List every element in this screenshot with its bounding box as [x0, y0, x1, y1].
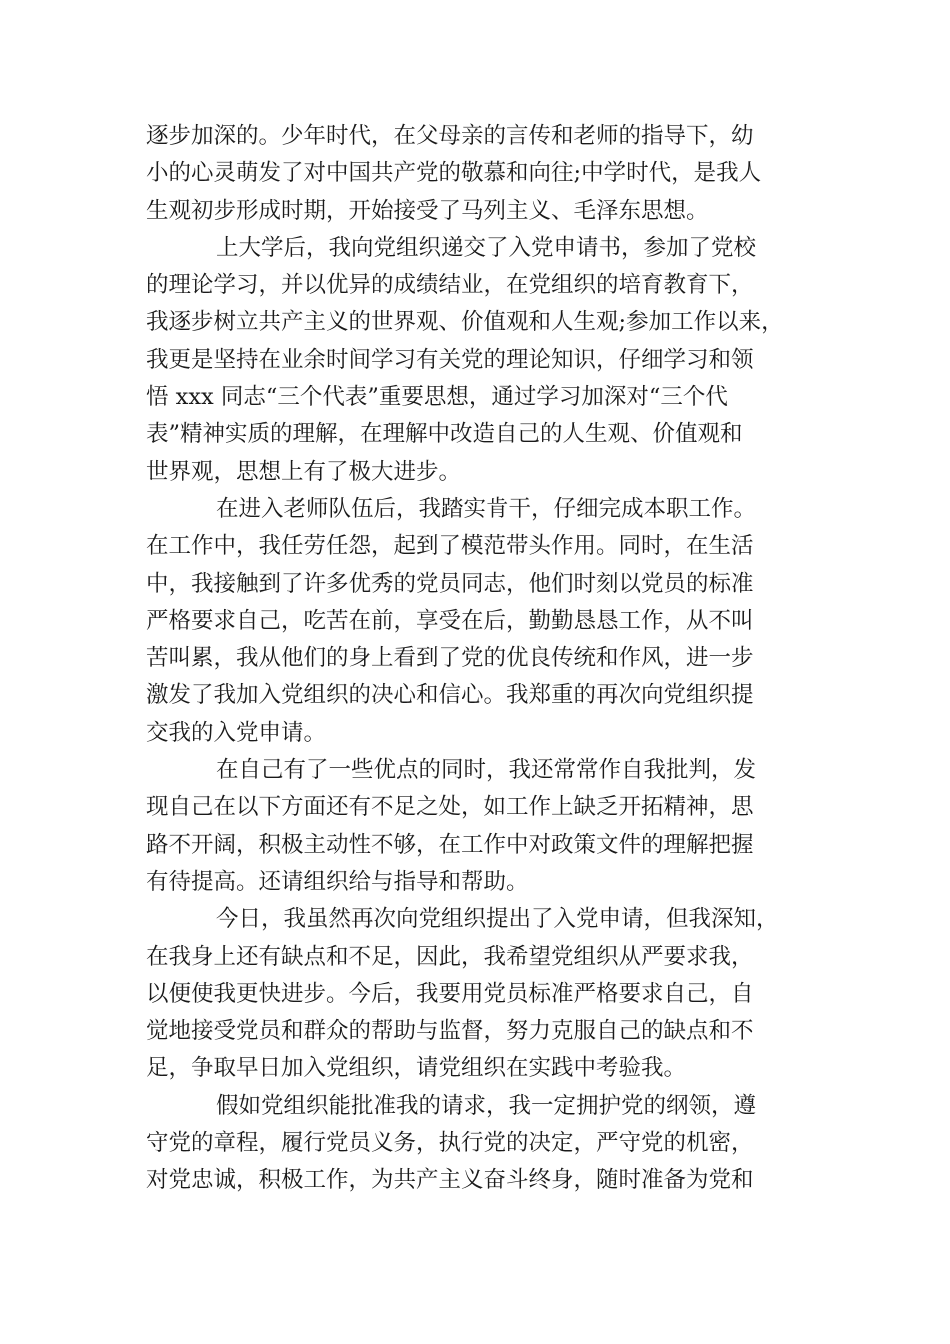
- text-line: 的理论学习，并以优异的成绩结业，在党组织的培育教育下，: [146, 272, 754, 299]
- text-line: 小的心灵萌发了对中国共产党的敬慕和向往;中学时代，是我人: [146, 160, 762, 187]
- text-line: 生观初步形成时期，开始接受了马列主义、毛泽东思想。: [146, 197, 709, 224]
- text-line: 今日，我虽然再次向党组织提出了入党申请，但我深知，: [216, 906, 779, 933]
- text-line: 苦叫累，我从他们的身上看到了党的优良传统和作风，进一步: [146, 645, 754, 672]
- paragraph: [146, 230, 806, 491]
- text-line: 守党的章程，履行党员义务，执行党的决定，严守党的机密，: [146, 1130, 754, 1157]
- text-line: 以便使我更快进步。今后，我要用党员标准严格要求自己，自: [146, 980, 754, 1007]
- text-line: 悟 xxx 同志“三个代表”重要思想，通过学习加深对“三个代: [146, 384, 728, 411]
- text-line: 我更是坚持在业余时间学习有关党的理论知识，仔细学习和领: [146, 346, 754, 373]
- text-line: 激发了我加入党组织的决心和信心。我郑重的再次向党组织提: [146, 682, 754, 709]
- paragraph: [146, 1088, 806, 1200]
- text-line: 我逐步树立共产主义的世界观、价值观和人生观;参加工作以来，: [146, 309, 784, 336]
- text-line: 足，争取早日加入党组织，请党组织在实践中考验我。: [146, 1055, 687, 1082]
- text-line: 上大学后，我向党组织递交了入党申请书，参加了党校: [216, 234, 757, 261]
- text-line: 有待提高。还请组织给与指导和帮助。: [146, 868, 529, 895]
- text-line: 对党忠诚，积极工作，为共产主义奋斗终身，随时准备为党和: [146, 1167, 754, 1194]
- text-line: 中，我接触到了许多优秀的党员同志，他们时刻以党员的标准: [146, 570, 754, 597]
- text-line: 现自己在以下方面还有不足之处，如工作上缺乏开拓精神，思: [146, 794, 754, 821]
- paragraph: [146, 901, 806, 1087]
- text-line: 世界观，思想上有了极大进步。: [146, 458, 462, 485]
- text-line: 在进入老师队伍后，我踏实肯干，仔细完成本职工作。: [216, 495, 757, 522]
- text-line: 逐步加深的。少年时代，在父母亲的言传和老师的指导下，幼: [146, 123, 754, 149]
- document-body: [146, 118, 806, 1200]
- paragraph: [146, 752, 806, 901]
- text-line: 交我的入党申请。: [146, 719, 327, 746]
- text-line: 路不开阔，积极主动性不够，在工作中对政策文件的理解把握: [146, 831, 754, 858]
- text-line: 严格要求自己，吃苦在前，享受在后，勤勤恳恳工作，从不叫: [146, 607, 754, 634]
- text-line: 在工作中，我任劳任怨，起到了模范带头作用。同时，在生活: [146, 533, 754, 560]
- text-line: 表”精神实质的理解，在理解中改造自己的人生观、价值观和: [146, 421, 743, 448]
- text-line: 觉地接受党员和群众的帮助与监督，努力克服自己的缺点和不: [146, 1018, 754, 1045]
- text-line: 假如党组织能批准我的请求，我一定拥护党的纲领，遵: [216, 1092, 757, 1119]
- paragraph: [146, 491, 806, 752]
- text-line: 在自己有了一些优点的同时，我还常常作自我批判，发: [216, 757, 757, 784]
- paragraph: [146, 118, 806, 230]
- text-line: 在我身上还有缺点和不足，因此，我希望党组织从严要求我，: [146, 943, 754, 970]
